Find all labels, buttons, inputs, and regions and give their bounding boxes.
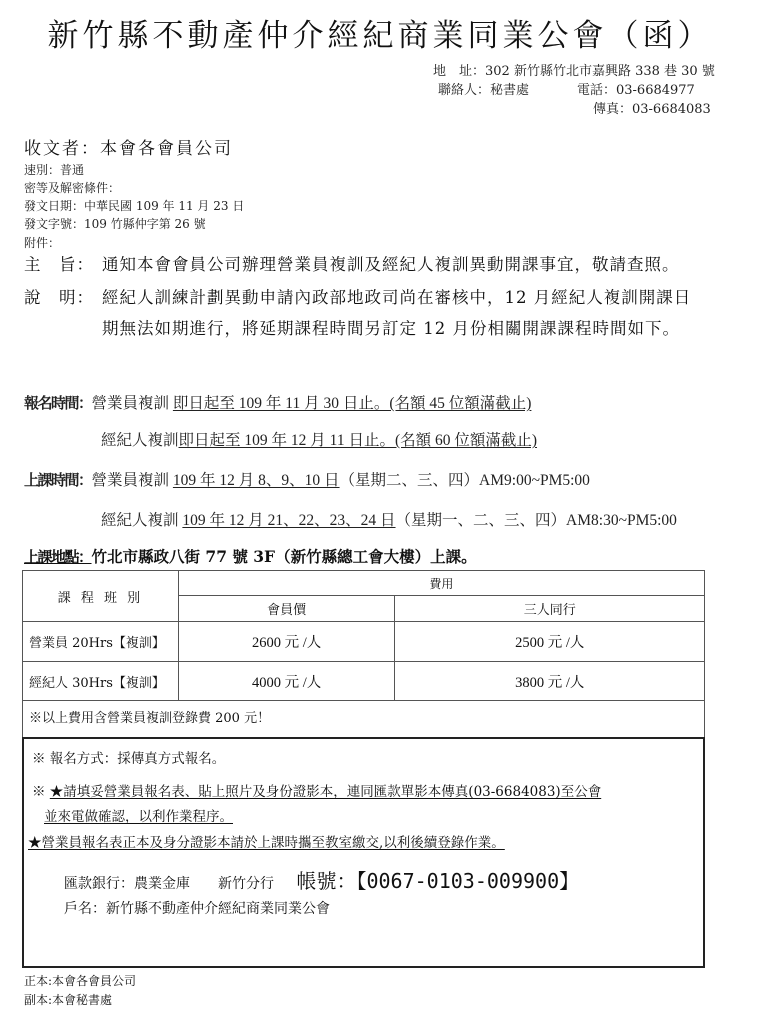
class-dates: 109 年 12 月 21、22、23、24 日 — [182, 512, 396, 529]
instructions-box — [22, 737, 705, 968]
registration-row-2 — [101, 428, 537, 450]
explanation-label: 說 明： — [24, 288, 94, 307]
speed: 速別：普通 — [24, 163, 85, 177]
class-course: 經紀人複訓 — [101, 512, 183, 529]
location-row — [24, 545, 477, 567]
class-course: 營業員複訓 — [91, 472, 173, 489]
group-price: 3800 元 /人 — [395, 662, 705, 701]
location-text: 竹北市縣政八街 77 號 3F（新竹縣總工會大樓）上課。 — [91, 547, 477, 566]
registration-label: 報名時間： — [24, 395, 92, 412]
subject-text: 通知本會會員公司辦理營業員複訓及經紀人複訓異動開課事宜，敬請查照。 — [102, 255, 680, 274]
table-row — [23, 622, 705, 662]
course-name: 經紀人 30Hrs【複訓】 — [23, 662, 179, 701]
fee-note: ※以上費用含營業員複訓登錄費 200 元！ — [23, 701, 705, 738]
class-dates: 109 年 12 月 8、9、10 日 — [172, 472, 340, 489]
secrecy: 密等及解密條件： — [24, 181, 121, 195]
registration-step-line-1 — [32, 780, 601, 800]
submit-note: ★營業員報名表正本及身分證影本請於上課時攜至教室繳交,以利後續登錄作業。 — [28, 835, 505, 851]
org-address: 地 址：302 新竹縣竹北市嘉興路 338 巷 30 號 — [433, 64, 715, 79]
issue-date: 發文日期：中華民國 109 年 11 月 23 日 — [24, 199, 245, 213]
original-recipient: 正本:本會各會員公司 — [24, 974, 137, 988]
explanation-line-1: 經紀人訓練計劃異動申請內政部地政司尚在審核中，12 月經紀人複訓開課日 — [102, 288, 692, 307]
registration-period: 即日起至 109 年 11 月 30 日止。(名額 45 位額滿截止) — [172, 395, 532, 412]
registration-period: 即日起至 109 年 12 月 11 日止。(名額 60 位額滿截止) — [178, 432, 538, 449]
registration-step-line-2: 並來電做確認，以利作業程序。 — [44, 809, 233, 825]
course-name: 營業員 20Hrs【複訓】 — [23, 622, 179, 662]
class-time-row-1 — [24, 468, 590, 490]
bank-info — [64, 865, 579, 894]
account-name: 戶名：新竹縣不動產仲介經紀商業同業公會 — [64, 901, 330, 917]
copy-recipient: 副本:本會秘書處 — [24, 993, 113, 1007]
document-title: 新竹縣不動產仲介經紀商業同業公會（函） — [47, 18, 713, 54]
class-detail: （星期一、二、三、四）AM8:30~PM5:00 — [395, 512, 677, 529]
step-text: ★請填妥營業員報名表、貼上照片及身份證影本，連同匯款單影本傳真(03-6684083)至公會 — [49, 784, 602, 800]
attachment: 附件： — [24, 236, 61, 250]
org-contact: 聯絡人：秘書處 — [438, 83, 530, 98]
org-phone: 電話：03-6684977 — [577, 83, 695, 98]
subject-label: 主 旨： — [24, 255, 94, 274]
registration-course: 營業員複訓 — [91, 395, 173, 412]
header-course: 課 程 班 別 — [23, 571, 179, 622]
org-fax: 傳真：03-6684083 — [593, 102, 711, 117]
header-member-price: 會員價 — [178, 596, 395, 622]
account-number: 【0067-0103-009900】 — [356, 869, 580, 893]
explanation-line-2: 期無法如期進行，將延期課程時間另訂定 12 月份相關開課課程時間如下。 — [102, 319, 680, 338]
table-row — [23, 662, 705, 701]
fee-table — [22, 570, 705, 738]
member-price: 2600 元 /人 — [178, 622, 395, 662]
registration-method: ※ 報名方式：採傳真方式報名。 — [32, 751, 226, 767]
header-fee: 費用 — [178, 571, 704, 596]
registration-row-1 — [24, 391, 531, 413]
member-price: 4000 元 /人 — [178, 662, 395, 701]
step-prefix: ※ — [32, 784, 50, 800]
class-time-label: 上課時間： — [24, 472, 92, 489]
recipient: 收文者：本會各會員公司 — [24, 139, 233, 159]
doc-number: 發文字號：109 竹縣仲字第 26 號 — [24, 217, 206, 231]
group-price: 2500 元 /人 — [395, 622, 705, 662]
class-time-row-2 — [101, 508, 677, 530]
class-detail: （星期二、三、四）AM9:00~PM5:00 — [339, 472, 590, 489]
bank-name: 匯款銀行：農業金庫 新竹分行 — [64, 876, 274, 892]
account-label: 帳號： — [296, 869, 357, 893]
location-label: 上課地點： — [24, 549, 92, 566]
header-group-price: 三人同行 — [395, 596, 705, 622]
registration-course: 經紀人複訓 — [101, 432, 179, 449]
